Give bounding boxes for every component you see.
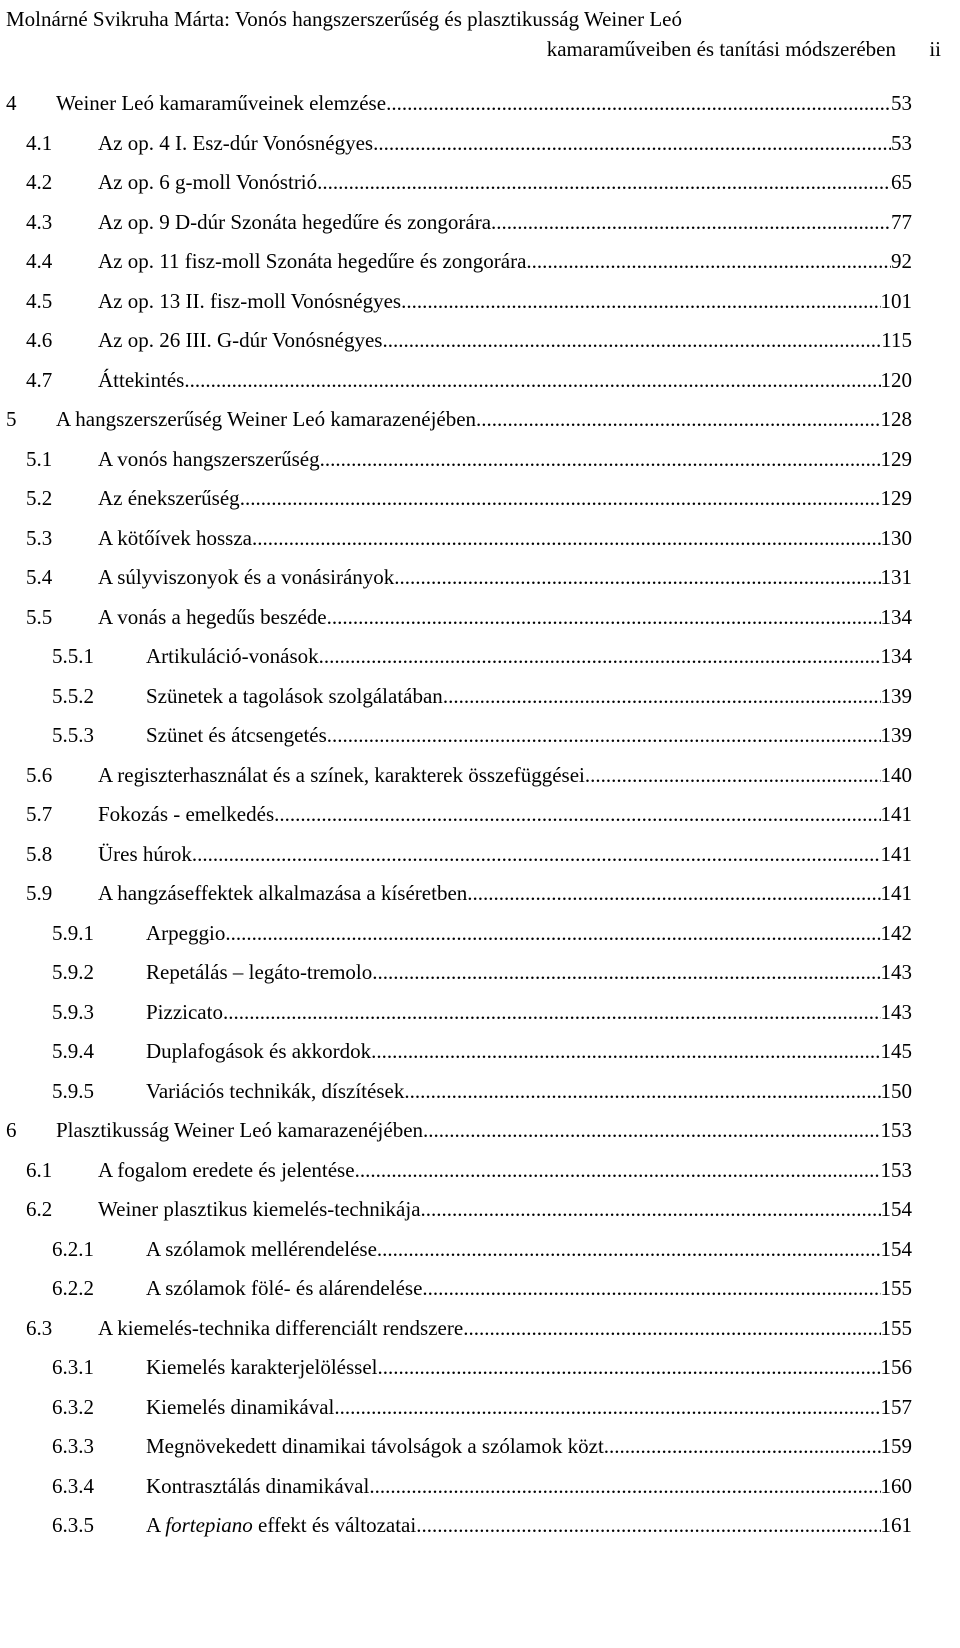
toc-entry-page-number: 157 — [880, 1394, 912, 1419]
toc-entry-title: A fogalom eredete és jelentése — [98, 1157, 355, 1182]
toc-dot-leader — [184, 365, 880, 395]
toc-entry-title: Arpeggio — [146, 920, 226, 945]
toc-dot-leader — [317, 167, 891, 197]
toc-entry[interactable] — [0, 1115, 960, 1145]
toc-dot-leader — [394, 562, 880, 592]
toc-entry-page-number: 154 — [880, 1236, 912, 1261]
toc-entry-title: A szólamok fölé- és alárendelése — [146, 1276, 423, 1300]
toc-entry[interactable] — [0, 128, 960, 158]
toc-entry-number: 6.3.4 — [52, 1473, 94, 1498]
toc-dot-leader — [377, 1234, 881, 1264]
toc-entry-title: Üres húrok — [98, 841, 192, 866]
toc-entry-title: Az op. 4 I. Esz-dúr Vonósnégyes — [98, 130, 374, 155]
toc-entry-title: Az op. 26 III. G-dúr Vonósnégyes — [98, 328, 383, 352]
header-page-number: ii — [929, 37, 941, 61]
toc-entry[interactable] — [0, 167, 960, 197]
toc-dot-leader — [252, 523, 881, 553]
toc-entry-title: A vonás a hegedűs beszéde — [98, 604, 327, 629]
toc-entry-number: 5.2 — [26, 486, 53, 510]
toc-entry-title-suffix: effekt és változatai — [252, 1513, 417, 1537]
toc-entry-page-number: 115 — [881, 328, 912, 352]
toc-entry[interactable] — [0, 523, 960, 553]
toc-entry[interactable] — [0, 1510, 960, 1540]
toc-entry-number: 4.7 — [26, 367, 53, 392]
toc-entry-page-number: 53 — [891, 130, 912, 155]
toc-entry-title-italic: fortepiano — [165, 1513, 253, 1537]
toc-entry-title: Pizzicato — [146, 999, 223, 1024]
toc-entry-title: Az op. 9 D-dúr Szonáta hegedűre és zongorára — [98, 209, 492, 234]
toc-dot-leader — [319, 641, 881, 671]
toc-entry[interactable] — [0, 1036, 960, 1066]
toc-entry-title: Szünetek a tagolások szolgálatában — [146, 683, 443, 708]
toc-entry-number: 6 — [6, 1118, 17, 1142]
toc-entry-page-number: 154 — [880, 1197, 912, 1221]
toc-entry-page-number: 141 — [880, 841, 912, 866]
toc-entry[interactable] — [0, 957, 960, 987]
toc-entry-number: 5.7 — [26, 802, 53, 826]
toc-dot-leader — [355, 1155, 881, 1185]
toc-entry-page-number: 101 — [880, 288, 912, 313]
toc-entry-title: A kötőívek hossza — [98, 525, 252, 550]
toc-entry-number: 5.9.2 — [52, 960, 94, 984]
toc-entry[interactable] — [0, 1234, 960, 1264]
toc-entry[interactable] — [0, 562, 960, 592]
toc-entry-title: Duplafogások és akkordok — [146, 1039, 372, 1063]
toc-entry[interactable] — [0, 1273, 960, 1303]
toc-dot-leader — [401, 286, 880, 316]
toc-entry-title: Kiemelés karakterjelöléssel — [146, 1355, 378, 1379]
toc-dot-leader — [327, 720, 881, 750]
toc-entry-page-number: 53 — [891, 91, 912, 115]
toc-entry[interactable] — [0, 246, 960, 276]
toc-entry[interactable] — [0, 88, 960, 118]
toc-entry[interactable] — [0, 1194, 960, 1224]
toc-entry[interactable] — [0, 641, 960, 671]
toc-dot-leader — [526, 246, 891, 276]
toc-dot-leader — [223, 997, 881, 1027]
toc-entry-number: 5.5.3 — [52, 723, 94, 747]
toc-dot-leader — [225, 918, 880, 948]
toc-entry-title: Artikuláció-vonások — [146, 644, 319, 668]
toc-entry-page-number: 153 — [880, 1118, 912, 1142]
toc-entry-number: 6.2.1 — [52, 1236, 94, 1261]
toc-entry[interactable] — [0, 878, 960, 908]
toc-entry-title: Weiner Leó kamaraműveinek elemzése — [56, 91, 387, 115]
toc-entry[interactable] — [0, 325, 960, 355]
toc-entry[interactable] — [0, 1352, 960, 1382]
toc-entry[interactable] — [0, 1155, 960, 1185]
toc-entry-page-number: 143 — [880, 999, 912, 1024]
toc-entry-number: 6.2 — [26, 1197, 53, 1221]
toc-entry-page-number: 159 — [880, 1434, 912, 1458]
toc-dot-leader — [443, 681, 881, 711]
toc-entry-number: 5.5.1 — [52, 644, 94, 668]
toc-dot-leader — [467, 878, 880, 908]
toc-entry-number: 5.9.1 — [52, 920, 94, 945]
toc-entry-title: Repetálás – legáto-tremolo — [146, 960, 373, 984]
toc-entry-title: Az énekszerűség — [98, 486, 240, 510]
toc-dot-leader — [274, 799, 880, 829]
toc-entry-title: Weiner plasztikus kiemelés-technikája — [98, 1197, 421, 1221]
toc-entry-number: 4.5 — [26, 288, 53, 313]
toc-entry[interactable] — [0, 799, 960, 829]
toc-entry-number: 5.9.4 — [52, 1039, 94, 1063]
toc-entry[interactable] — [0, 1471, 960, 1501]
toc-entry[interactable] — [0, 483, 960, 513]
toc-entry[interactable] — [0, 997, 960, 1027]
toc-entry-title: A regiszterhasználat és a színek, karakterek összefüggései — [98, 762, 585, 787]
toc-entry-number: 5.3 — [26, 525, 53, 550]
toc-entry-title-prefix: A — [146, 1513, 166, 1537]
toc-entry-page-number: 141 — [880, 881, 912, 905]
toc-entry-title: A hangzáseffektek alkalmazása a kíséretben — [98, 881, 468, 905]
toc-entry-title: Kiemelés dinamikával — [146, 1394, 335, 1419]
toc-dot-leader — [585, 760, 881, 790]
toc-entry[interactable] — [0, 1431, 960, 1461]
toc-entry-page-number: 130 — [880, 525, 912, 550]
toc-dot-leader — [404, 1076, 880, 1106]
toc-entry-title — [146, 1510, 416, 1540]
toc-entry-number: 5.5.2 — [52, 683, 94, 708]
toc-entry-page-number: 143 — [880, 960, 912, 984]
toc-entry-title: A szólamok mellérendelése — [146, 1236, 377, 1261]
toc-entry-page-number: 134 — [880, 604, 912, 629]
toc-dot-leader — [422, 1273, 880, 1303]
toc-entry-number: 6.3.1 — [52, 1355, 94, 1379]
toc-entry-title: A súlyviszonyok és a vonásirányok — [98, 565, 395, 589]
toc-entry[interactable] — [0, 286, 960, 316]
toc-entry-number: 5.9 — [26, 881, 53, 905]
toc-entry[interactable] — [0, 839, 960, 869]
toc-entry-page-number: 65 — [891, 170, 912, 194]
toc-entry-title: A vonós hangszerszerűség — [98, 446, 320, 471]
toc-entry-page-number: 139 — [880, 683, 912, 708]
toc-entry-number: 5.8 — [26, 841, 53, 866]
toc-entry-page-number: 155 — [880, 1276, 912, 1300]
toc-entry-number: 4.4 — [26, 249, 53, 273]
toc-dot-leader — [377, 1352, 880, 1382]
toc-dot-leader — [382, 325, 881, 355]
toc-dot-leader — [386, 88, 891, 118]
toc-entry-page-number: 161 — [880, 1513, 912, 1537]
toc-entry-page-number: 156 — [880, 1355, 912, 1379]
toc-dot-leader — [369, 1471, 880, 1501]
toc-dot-leader — [491, 207, 891, 237]
toc-entry-number: 4.6 — [26, 328, 53, 352]
toc-dot-leader — [423, 1115, 880, 1145]
toc-dot-leader — [371, 1036, 880, 1066]
toc-entry-number: 5.1 — [26, 446, 53, 471]
toc-entry-page-number: 153 — [880, 1157, 912, 1182]
toc-entry[interactable] — [0, 1313, 960, 1343]
toc-entry[interactable] — [0, 918, 960, 948]
toc-entry-number: 6.3.5 — [52, 1513, 94, 1537]
toc-entry-title: Az op. 6 g-moll Vonóstrió — [98, 170, 318, 194]
toc-entry-page-number: 129 — [880, 486, 912, 510]
toc-entry-title: Kontrasztálás dinamikával — [146, 1473, 370, 1498]
toc-entry[interactable] — [0, 207, 960, 237]
toc-entry-title: Variációs technikák, díszítések — [146, 1078, 405, 1103]
toc-entry-number: 5.9.5 — [52, 1078, 94, 1103]
toc-entry-number: 6.3.2 — [52, 1394, 94, 1419]
toc-entry-page-number: 145 — [880, 1039, 912, 1063]
toc-entry[interactable] — [0, 681, 960, 711]
toc-entry-number: 6.1 — [26, 1157, 53, 1182]
toc-dot-leader — [192, 839, 881, 869]
toc-dot-leader — [334, 1392, 880, 1422]
toc-dot-leader — [372, 957, 880, 987]
toc-entry[interactable] — [0, 365, 960, 395]
toc-entry[interactable] — [0, 404, 960, 434]
toc-entry-page-number: 92 — [891, 249, 912, 273]
toc-entry-number: 5.9.3 — [52, 999, 94, 1024]
toc-entry-page-number: 139 — [880, 723, 912, 747]
toc-entry[interactable] — [0, 1076, 960, 1106]
toc-entry-number: 4.3 — [26, 209, 53, 234]
toc-entry-title: Szünet és átcsengetés — [146, 723, 327, 747]
toc-entry-page-number: 140 — [880, 762, 912, 787]
toc-dot-leader — [416, 1510, 880, 1540]
toc-entry-title: A kiemelés-technika differenciált rendszere — [98, 1315, 464, 1340]
toc-dot-leader — [240, 483, 881, 513]
toc-entry-number: 4 — [6, 91, 17, 115]
toc-entry-number: 5 — [6, 407, 17, 431]
toc-dot-leader — [421, 1194, 881, 1224]
toc-dot-leader — [373, 128, 891, 158]
toc-entry[interactable] — [0, 602, 960, 632]
toc-dot-leader — [327, 602, 881, 632]
toc-entry-number: 6.2.2 — [52, 1276, 94, 1300]
toc-entry-number: 6.3.3 — [52, 1434, 94, 1458]
toc-entry-title: Az op. 11 fisz-moll Szonáta hegedűre és zongorára — [98, 249, 527, 273]
toc-entry-page-number: 155 — [880, 1315, 912, 1340]
toc-entry-title: A hangszerszerűség Weiner Leó kamarazenéjében — [56, 407, 477, 431]
toc-entry-number: 6.3 — [26, 1315, 53, 1340]
toc-dot-leader — [463, 1313, 880, 1343]
toc-entry-number: 4.1 — [26, 130, 53, 155]
toc-entry-page-number: 160 — [880, 1473, 912, 1498]
toc-entry-number: 5.5 — [26, 604, 53, 629]
header-title-line-2: kamaraműveiben és tanítási módszerében — [546, 37, 896, 61]
toc-entry-page-number: 120 — [880, 367, 912, 392]
toc-entry-title: Áttekintés — [98, 367, 185, 392]
toc-entry-number: 5.4 — [26, 565, 53, 589]
toc-entry-page-number: 150 — [880, 1078, 912, 1103]
toc-entry-page-number: 142 — [880, 920, 912, 945]
toc-entry-title: Megnövekedett dinamikai távolságok a szólamok közt — [146, 1434, 604, 1458]
toc-dot-leader — [604, 1431, 881, 1461]
toc-entry-title: Az op. 13 II. fisz-moll Vonósnégyes — [98, 288, 402, 313]
toc-entry-title: Plasztikusság Weiner Leó kamarazenéjében — [56, 1118, 424, 1142]
toc-entry[interactable] — [0, 720, 960, 750]
toc-entry-number: 5.6 — [26, 762, 53, 787]
toc-entry[interactable] — [0, 760, 960, 790]
toc-entry-page-number: 134 — [880, 644, 912, 668]
toc-dot-leader — [476, 404, 880, 434]
toc-dot-leader — [320, 444, 881, 474]
toc-entry[interactable] — [0, 1392, 960, 1422]
toc-entry-page-number: 77 — [891, 209, 912, 234]
toc-entry-number: 4.2 — [26, 170, 53, 194]
toc-entry[interactable] — [0, 444, 960, 474]
toc-entry-page-number: 131 — [880, 565, 912, 589]
toc-entry-title: Fokozás - emelkedés — [98, 802, 275, 826]
header-title-line-1: Molnárné Svikruha Márta: Vonós hangszerszerűség és plasztikusság Weiner Leó — [6, 7, 682, 31]
toc-entry-page-number: 141 — [880, 802, 912, 826]
toc-entry-page-number: 128 — [880, 407, 912, 431]
toc-entry-page-number: 129 — [880, 446, 912, 471]
running-header — [6, 4, 941, 64]
